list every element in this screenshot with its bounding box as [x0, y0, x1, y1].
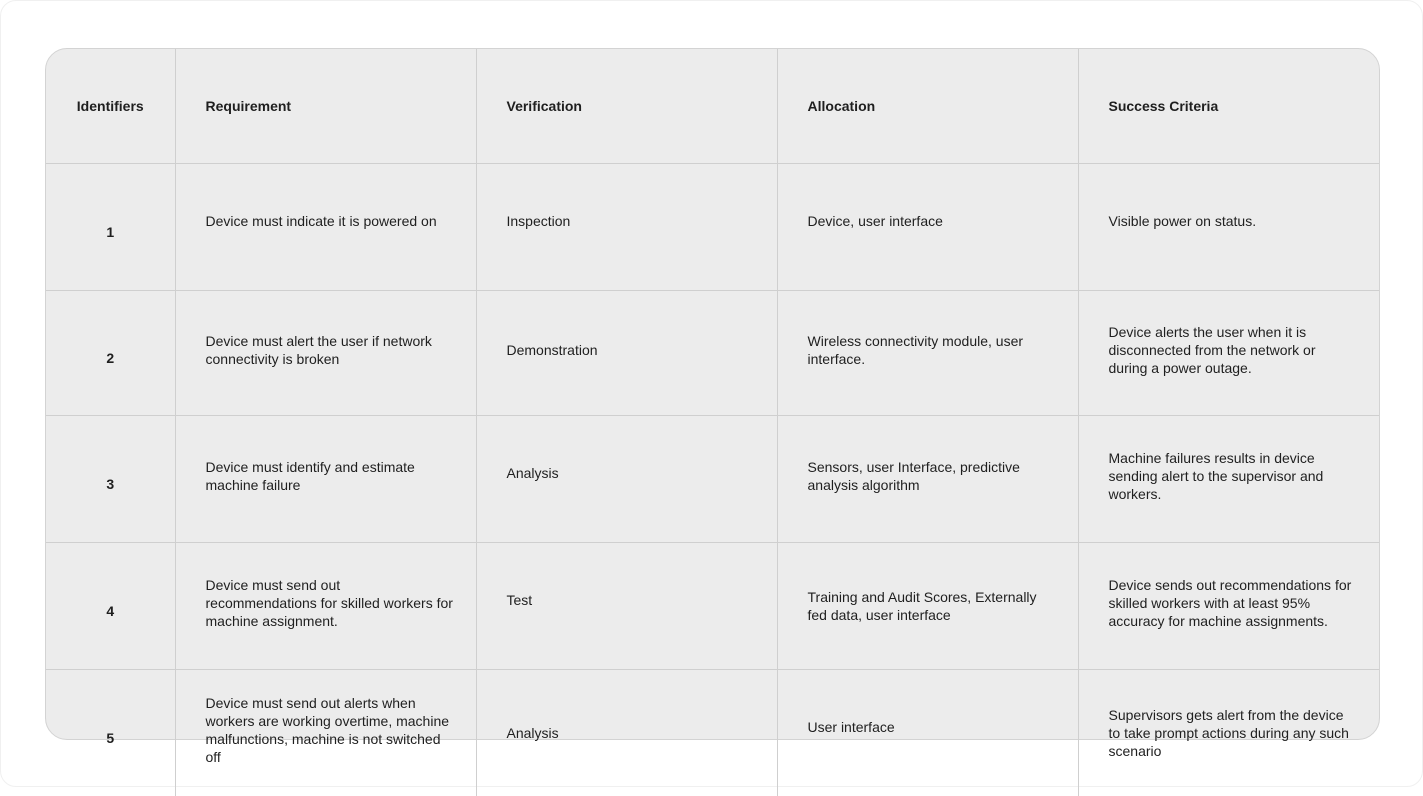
header-identifiers: Identifiers — [46, 49, 175, 164]
cell-allocation: User interface — [777, 670, 1078, 796]
requirements-table — [46, 49, 1379, 796]
cell-verification: Test — [476, 543, 777, 670]
cell-requirement: Device must alert the user if network connectivity is broken — [175, 291, 476, 416]
cell-requirement: Device must indicate it is powered on — [175, 164, 476, 291]
cell-allocation: Sensors, user Interface, predictive analysis algorithm — [777, 416, 1078, 543]
header-requirement: Requirement — [175, 49, 476, 164]
cell-success-criteria: Device alerts the user when it is disconnected from the network or during a power outage. — [1078, 291, 1379, 416]
table-row — [46, 543, 1379, 670]
cell-verification: Demonstration — [476, 291, 777, 416]
cell-success-criteria: Machine failures results in device sending alert to the supervisor and workers. — [1078, 416, 1379, 543]
cell-identifier: 4 — [46, 543, 175, 670]
cell-success-criteria: Supervisors gets alert from the device to take prompt actions during any such scenario — [1078, 670, 1379, 796]
cell-identifier: 3 — [46, 416, 175, 543]
table-row — [46, 291, 1379, 416]
cell-requirement: Device must identify and estimate machine failure — [175, 416, 476, 543]
cell-allocation: Device, user interface — [777, 164, 1078, 291]
cell-verification: Analysis — [476, 416, 777, 543]
cell-requirement: Device must send out recommendations for skilled workers for machine assignment. — [175, 543, 476, 670]
header-verification: Verification — [476, 49, 777, 164]
cell-verification: Analysis — [476, 670, 777, 796]
cell-identifier: 2 — [46, 291, 175, 416]
cell-requirement: Device must send out alerts when workers are working overtime, machine malfunctions, machine is not switched off — [175, 670, 476, 796]
table-header-row — [46, 49, 1379, 164]
header-success-criteria: Success Criteria — [1078, 49, 1379, 164]
cell-identifier: 1 — [46, 164, 175, 291]
table-row — [46, 416, 1379, 543]
cell-identifier: 5 — [46, 670, 175, 796]
table-row — [46, 670, 1379, 796]
cell-allocation: Wireless connectivity module, user interface. — [777, 291, 1078, 416]
table-row — [46, 164, 1379, 291]
cell-success-criteria: Device sends out recommendations for skilled workers with at least 95% accuracy for machine assignments. — [1078, 543, 1379, 670]
cell-success-criteria: Visible power on status. — [1078, 164, 1379, 291]
cell-verification: Inspection — [476, 164, 777, 291]
cell-allocation: Training and Audit Scores, Externally fed data, user interface — [777, 543, 1078, 670]
requirements-table-container — [45, 48, 1380, 740]
header-allocation: Allocation — [777, 49, 1078, 164]
